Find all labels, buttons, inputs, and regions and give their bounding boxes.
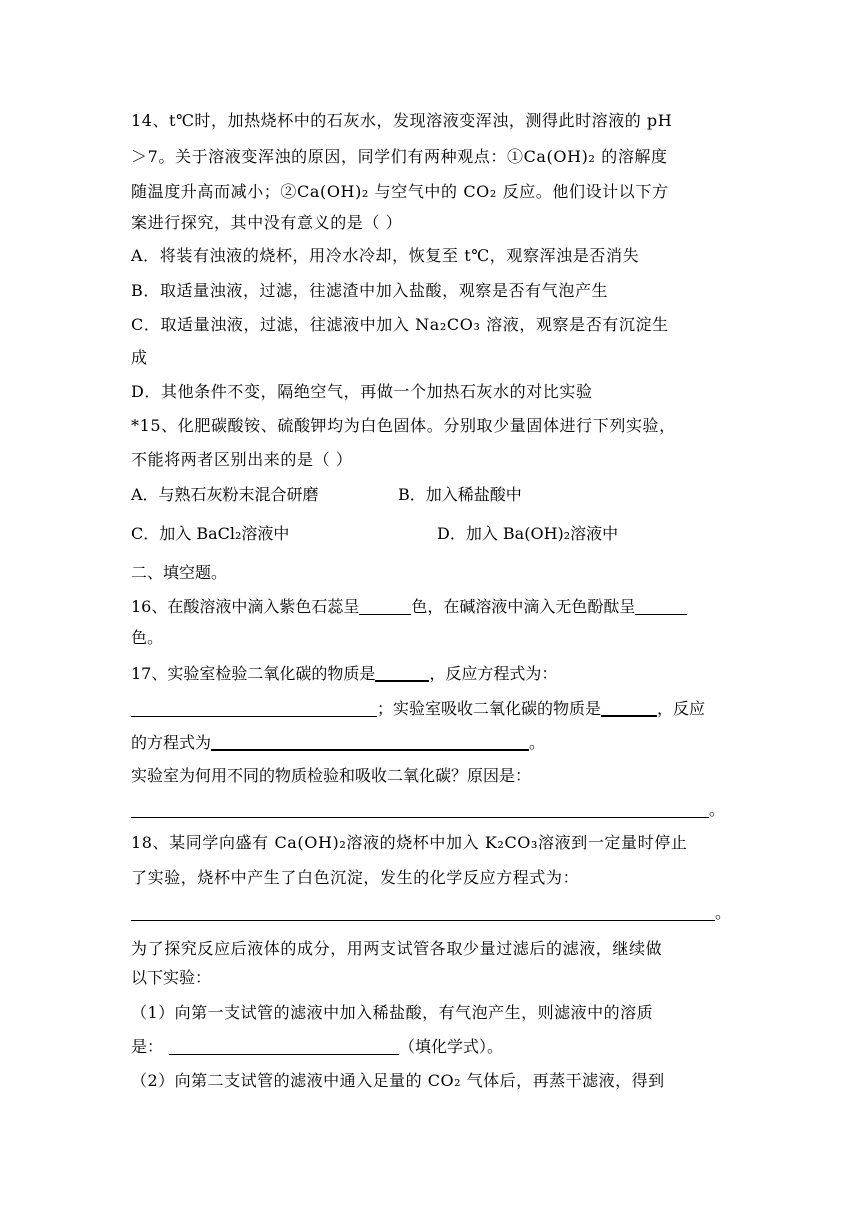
q16-line-1	[131, 597, 687, 617]
q17-blank-2[interactable]	[131, 700, 377, 717]
q18-text-end: 。	[715, 903, 732, 922]
q17-blank-4[interactable]	[211, 733, 529, 751]
q16-blank-2[interactable]	[635, 598, 687, 615]
section-heading-fill-in: 二、填空题。	[131, 563, 228, 582]
q14-option-c-line-2: 成	[131, 348, 148, 367]
q18-line-2: 了实验，烧杯中产生了白色沉淀，发生的化学反应方程式为：	[131, 868, 580, 887]
q18-text-7b: （填化学式）。	[399, 1037, 504, 1056]
q15-option-b: B．加入稀盐酸中	[398, 485, 522, 504]
q15-option-a: A．与熟石灰粉末混合研磨	[131, 485, 319, 504]
q17-line-4: 实验室为何用不同的物质检验和吸收二氧化碳？原因是：	[131, 766, 532, 785]
q17-line-1	[131, 664, 557, 684]
q17-blank-5[interactable]	[131, 801, 709, 818]
q17-line-2	[131, 699, 705, 719]
q18-blank-1[interactable]	[131, 904, 715, 921]
q15-stem-line-1: *15、化肥碳酸铵、硫酸钾均为白色固体。分别取少量固体进行下列实验，	[131, 416, 676, 435]
q17-text-1: 17、实验室检验二氧化碳的物质是	[131, 664, 376, 683]
q18-blank-2[interactable]	[169, 1038, 399, 1055]
q17-blank-1[interactable]	[375, 664, 429, 682]
q18-line-8: （2）向第二支试管的滤液中通入足量的 CO₂ 气体后，再蒸干滤液，得到	[131, 1071, 665, 1090]
q14-stem-line-4: 案进行探究，其中没有意义的是（ ）	[131, 213, 403, 232]
q17-text-8: 。	[709, 800, 726, 819]
q18-line-7	[131, 1037, 503, 1057]
q18-line-4: 为了探究反应后液体的成分，用两支试管各取少量过滤后的滤液，继续做	[131, 939, 663, 958]
q17-text-4: ，反应	[657, 699, 706, 718]
q18-line-1: 18、某同学向盛有 Ca(OH)₂溶液的烧杯中加入 K₂CO₃溶液到一定量时停止	[131, 833, 688, 852]
q14-option-c-line-1: C．取适量浊液，过滤，往滤液中加入 Na₂CO₃ 溶液，观察是否有沉淀生	[131, 315, 669, 334]
q18-line-6: （1）向第一支试管的滤液中加入稀盐酸，有气泡产生，则滤液中的溶质	[131, 1003, 654, 1022]
q14-option-d: D．其他条件不变，隔绝空气，再做一个加热石灰水的对比实验	[131, 382, 593, 401]
q17-text-5: 的方程式为	[131, 733, 212, 752]
q17-line-3	[131, 733, 545, 753]
q18-text-7a: 是：	[131, 1037, 164, 1056]
q17-line-5	[131, 800, 725, 820]
q15-option-d: D．加入 Ba(OH)₂溶液中	[437, 524, 619, 543]
q18-line-3	[131, 903, 731, 923]
q16-line-2: 色。	[131, 628, 164, 647]
q14-stem-line-2: ＞7。关于溶液变浑浊的原因，同学们有两种观点：①Ca(OH)₂ 的溶解度	[131, 147, 668, 166]
q17-text-2: ，反应方程式为：	[429, 664, 558, 683]
q16-text-1: 16、在酸溶液中滴入紫色石蕊呈	[131, 597, 360, 616]
q16-text-2: 色，在碱溶液中滴入无色酚酞呈	[411, 597, 636, 616]
q14-option-a: A．将装有浊液的烧杯，用冷水冷却，恢复至 t℃，观察浑浊是否消失	[131, 246, 640, 265]
q14-stem-line-1: 14、t℃时，加热烧杯中的石灰水，发现溶液变浑浊，测得此时溶液的 pH	[131, 111, 673, 130]
q15-option-c: C．加入 BaCl₂溶液中	[131, 524, 290, 543]
q14-option-b: B．取适量浊液，过滤，往滤渣中加入盐酸，观察是否有气泡产生	[131, 281, 609, 300]
q18-line-5: 以下实验：	[131, 968, 212, 987]
q17-text-6: 。	[529, 733, 546, 752]
q17-text-3: ；实验室吸收二氧化碳的物质是	[377, 699, 602, 718]
q16-blank-1[interactable]	[359, 598, 411, 615]
q17-blank-3[interactable]	[601, 699, 657, 717]
q14-stem-line-3: 随温度升高而减小；②Ca(OH)₂ 与空气中的 CO₂ 反应。他们设计以下方	[131, 182, 669, 201]
q15-stem-line-2: 不能将两者区别出来的是（ ）	[131, 450, 353, 469]
